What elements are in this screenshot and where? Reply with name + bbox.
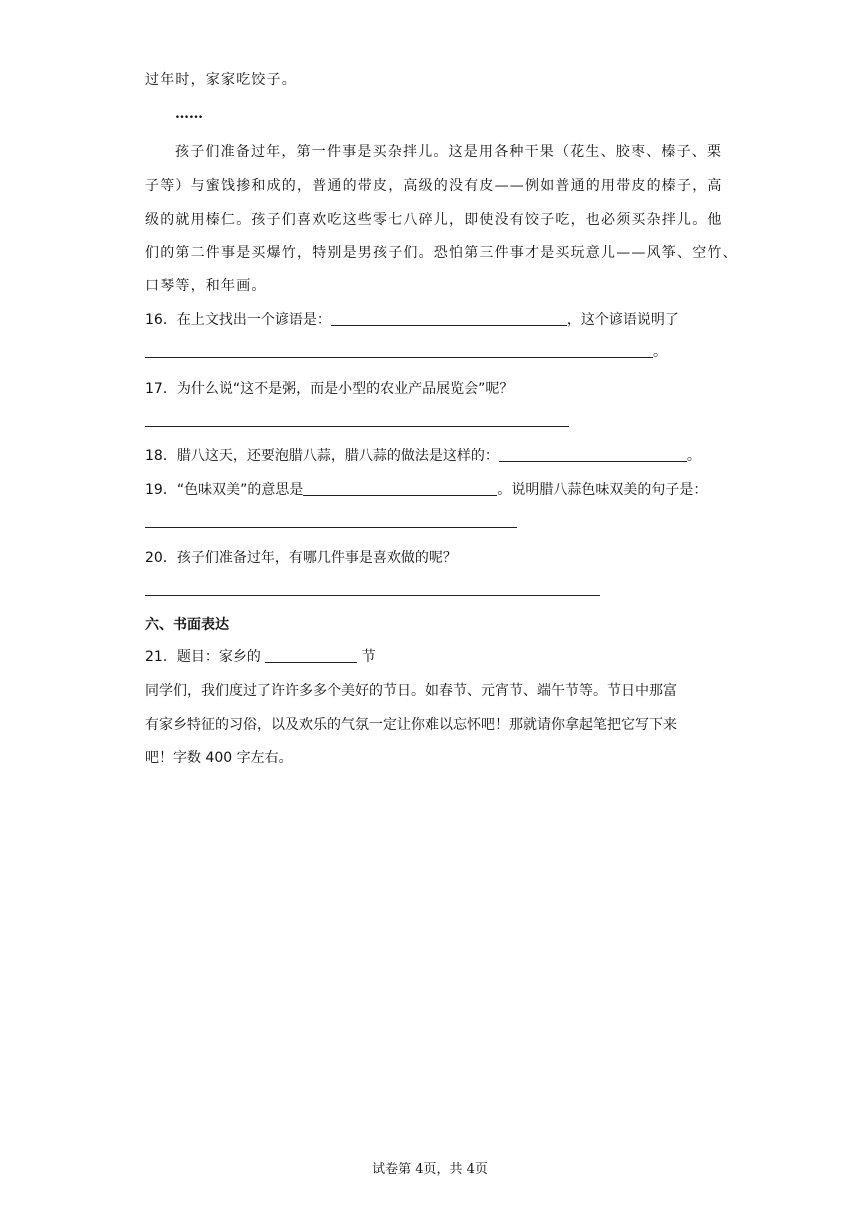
answer-line[interactable] xyxy=(145,595,600,596)
question-16-line2 xyxy=(145,342,667,362)
prompt-line: 同学们，我们度过了许许多多个美好的节日。如春节、元宵节、端午节等。节日中那富 xyxy=(145,683,677,699)
page-footer: 试卷第 4页，共 4页 xyxy=(372,1162,488,1177)
question-18-end: 。 xyxy=(686,448,701,464)
question-19-text-b: 。说明腊八蒜色味双美的句子是： xyxy=(497,482,708,498)
answer-blank[interactable] xyxy=(145,343,653,358)
question-20: 20．孩子们准备过年，有哪几件事是喜欢做的呢？ xyxy=(145,550,457,566)
question-16-end: 。 xyxy=(653,344,667,360)
question-16-text: 16．在上文找出一个谚语是： xyxy=(145,312,331,328)
answer-blank[interactable] xyxy=(499,447,687,462)
question-21-text: 21．题目：家乡的 xyxy=(145,649,261,665)
passage-line: 过年时，家家吃饺子。 xyxy=(145,72,297,88)
passage-line: 级的就用榛仁。孩子们喜欢吃这些零七八碎儿，即使没有饺子吃，也必须买杂拌儿。他 xyxy=(145,212,723,228)
question-16 xyxy=(145,310,679,330)
passage-line: 子等）与蜜饯掺和成的，普通的带皮，高级的没有皮——例如普通的用带皮的榛子，高 xyxy=(145,178,723,194)
answer-line[interactable] xyxy=(145,426,569,427)
question-19-text: 19．“色味双美”的意思是 xyxy=(145,482,304,498)
answer-blank[interactable] xyxy=(303,481,497,496)
question-17: 17．为什么说“这不是粥，而是小型的农业产品展览会”呢？ xyxy=(145,381,514,397)
prompt-line: 有家乡特征的习俗，以及欢乐的气氛一定让你难以忘怀吧！那就请你拿起笔把它写下来 xyxy=(145,717,677,733)
section-title: 六、书面表达 xyxy=(145,617,229,633)
passage-ellipsis: …… xyxy=(175,106,203,122)
answer-blank[interactable] xyxy=(331,311,567,326)
passage-line: 口琴等，和年画。 xyxy=(145,278,267,294)
question-21 xyxy=(145,647,376,667)
question-21-text-b: 节 xyxy=(361,649,376,665)
passage-line: 孩子们准备过年，第一件事是买杂拌儿。这是用各种干果（花生、胶枣、榛子、栗 xyxy=(175,144,723,160)
question-18 xyxy=(145,446,701,466)
title-blank[interactable] xyxy=(265,648,357,663)
question-16-text-b: ，这个谚语说明了 xyxy=(566,312,679,328)
answer-line[interactable] xyxy=(145,527,517,528)
question-19 xyxy=(145,480,707,500)
passage-line: 们的第二件事是买爆竹，特别是男孩子们。恐怕第三件事才是买玩意儿——风筝、空竹、 xyxy=(145,245,738,261)
question-18-text: 18．腊八这天，还要泡腊八蒜，腊八蒜的做法是这样的： xyxy=(145,448,499,464)
prompt-line: 吧！字数 400 字左右。 xyxy=(145,750,293,766)
